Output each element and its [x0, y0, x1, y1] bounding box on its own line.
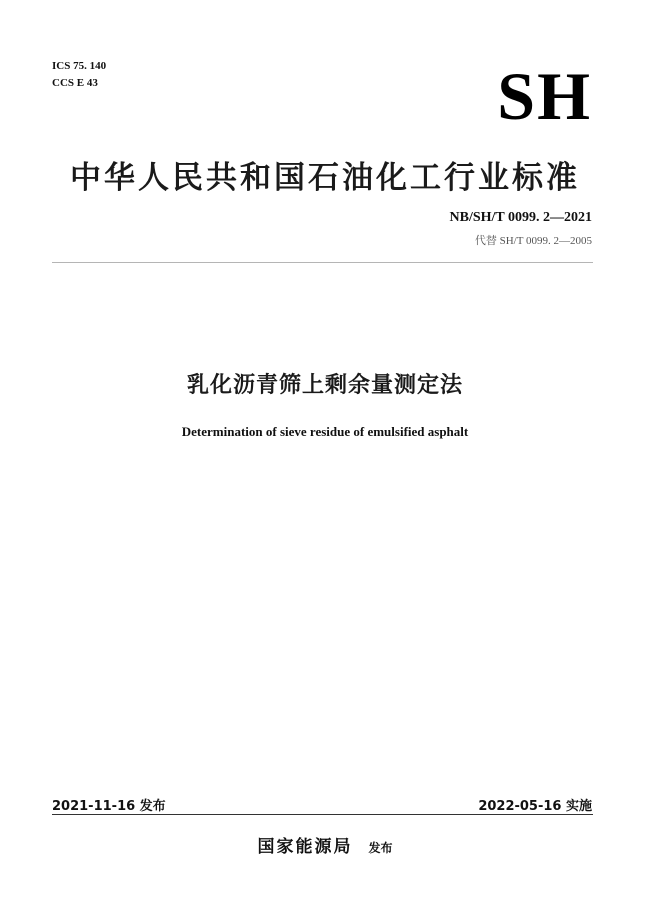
issuer-name: 国家能源局 [257, 837, 353, 857]
top-divider [52, 262, 593, 263]
publish-date: 2021-11-16 发布 [52, 799, 166, 814]
standard-title: 中华人民共和国石油化工行业标准 [70, 160, 580, 196]
ccs-code: CCS E 43 [52, 77, 98, 89]
sh-logo: SH [497, 58, 592, 134]
issuer [0, 832, 650, 857]
bottom-divider [52, 814, 593, 815]
document-title-cn: 乳化沥青筛上剩余量测定法 [186, 373, 463, 398]
document-title-en: Determination of sieve residue of emulsified asphalt [181, 424, 469, 439]
ics-code: ICS 75. 140 [52, 60, 107, 72]
replaces-note: 代替 SH/T 0099. 2—2005 [474, 235, 592, 247]
classification-codes [52, 58, 106, 92]
issuer-suffix: 发布 [368, 841, 393, 855]
standard-number: NB/SH/T 0099. 2—2021 [449, 210, 592, 225]
implementation-date: 2022-05-16 实施 [478, 799, 592, 814]
